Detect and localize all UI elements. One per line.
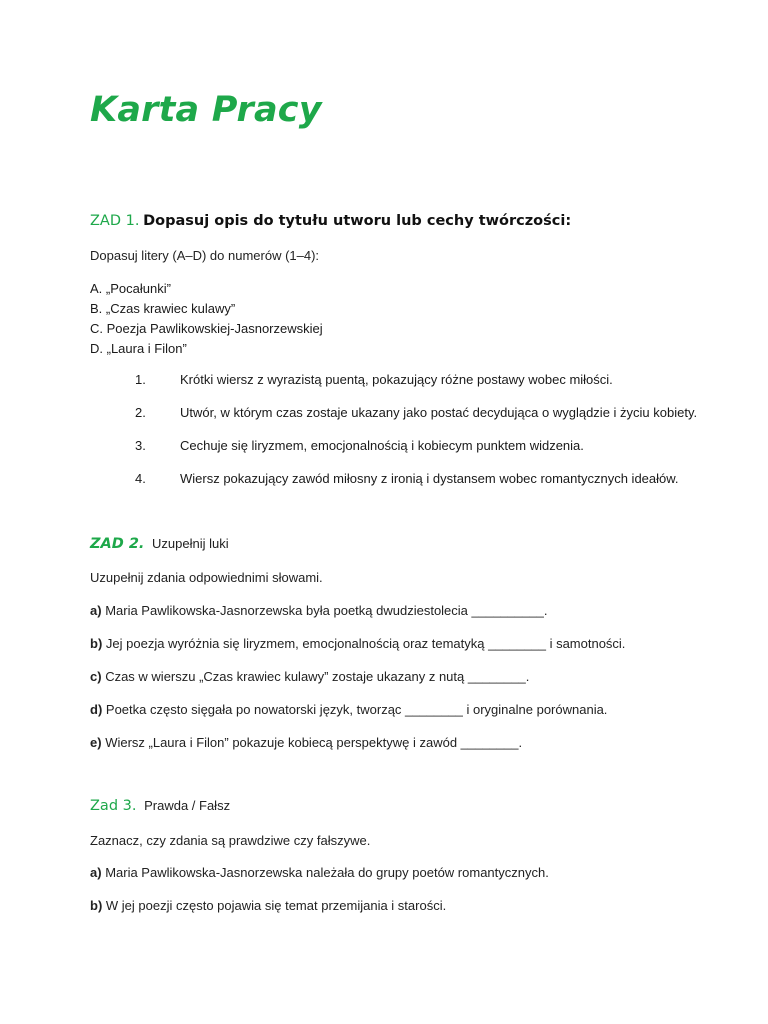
item-text: Krótki wiersz z wyrazistą puentą, pokazujący różne postawy wobec miłości.: [180, 372, 613, 387]
zad3-item-a: [90, 863, 549, 883]
option-a: A. „Pocałunki”: [90, 281, 171, 296]
item-label: d): [90, 702, 103, 717]
item-text: Wiersz „Laura i Filon” pokazuje kobiecą perspektywę i zawód ________.: [105, 735, 523, 750]
item-text: Cechuje się liryzmem, emocjonalnością i kobiecym punktem widzenia.: [180, 438, 584, 453]
zad1-instruction: Dopasuj litery (A–D) do numerów (1–4):: [90, 248, 320, 263]
item-number: 2.: [135, 405, 146, 420]
zad2-item-b: [90, 634, 625, 654]
item-number: 4.: [135, 471, 146, 486]
zad2-item-d: [90, 700, 607, 720]
item-text: Utwór, w którym czas zostaje ukazany jako postać decydująca o wyglądzie i życiu kobiety.: [180, 405, 698, 420]
zad1-heading: [90, 213, 571, 229]
zad1-options: [90, 279, 323, 359]
item-number: 3.: [135, 438, 146, 453]
item-text: Maria Pawlikowska-Jasnorzewska należała do grupy poetów romantycznych.: [105, 865, 549, 880]
zad1-title: Dopasuj opis do tytułu utworu lub cechy twórczości:: [143, 213, 572, 229]
zad3-heading: [90, 798, 230, 814]
item-label: a): [90, 603, 102, 618]
option-d: D. „Laura i Filon”: [90, 341, 187, 356]
zad3-instruction: Zaznacz, czy zdania są prawdziwe czy fałszywe.: [90, 833, 371, 848]
zad3-title: Prawda / Fałsz: [144, 798, 231, 813]
item-label: c): [90, 669, 102, 684]
zad2-item-e: [90, 733, 522, 753]
zad1-number: ZAD 1.: [90, 213, 140, 229]
item-label: b): [90, 898, 103, 913]
item-text: Poetka często sięgała po nowatorski język, tworząc ________ i oryginalne porównania.: [105, 702, 608, 717]
item-label: e): [90, 735, 102, 750]
zad2-instruction: Uzupełnij zdania odpowiednimi słowami.: [90, 570, 323, 585]
item-text: Jej poezja wyróżnia się liryzmem, emocjonalnością oraz tematyką ________ i samotności.: [105, 636, 626, 651]
item-text: Czas w wierszu „Czas krawiec kulawy” zostaje ukazany z nutą ________.: [105, 669, 530, 684]
item-label: b): [90, 636, 103, 651]
zad2-title: Uzupełnij luki: [152, 536, 229, 551]
option-c: C. Poezja Pawlikowskiej-Jasnorzewskiej: [90, 321, 323, 336]
zad2-item-a: [90, 601, 547, 621]
page-title: Karta Pracy: [90, 90, 322, 130]
item-number: 1.: [135, 372, 146, 387]
item-label: a): [90, 865, 102, 880]
item-text: Maria Pawlikowska-Jasnorzewska była poetką dwudziestolecia __________.: [105, 603, 548, 618]
zad2-number: ZAD 2.: [90, 536, 145, 552]
item-text: Wiersz pokazujący zawód miłosny z ironią i dystansem wobec romantycznych ideałów.: [180, 471, 679, 486]
zad3-item-b: [90, 896, 446, 916]
zad3-number: Zad 3.: [90, 798, 137, 814]
item-text: W jej poezji często pojawia się temat przemijania i starości.: [105, 898, 447, 913]
zad2-item-c: [90, 667, 529, 687]
zad2-heading: [90, 536, 229, 552]
option-b: B. „Czas krawiec kulawy”: [90, 301, 236, 316]
